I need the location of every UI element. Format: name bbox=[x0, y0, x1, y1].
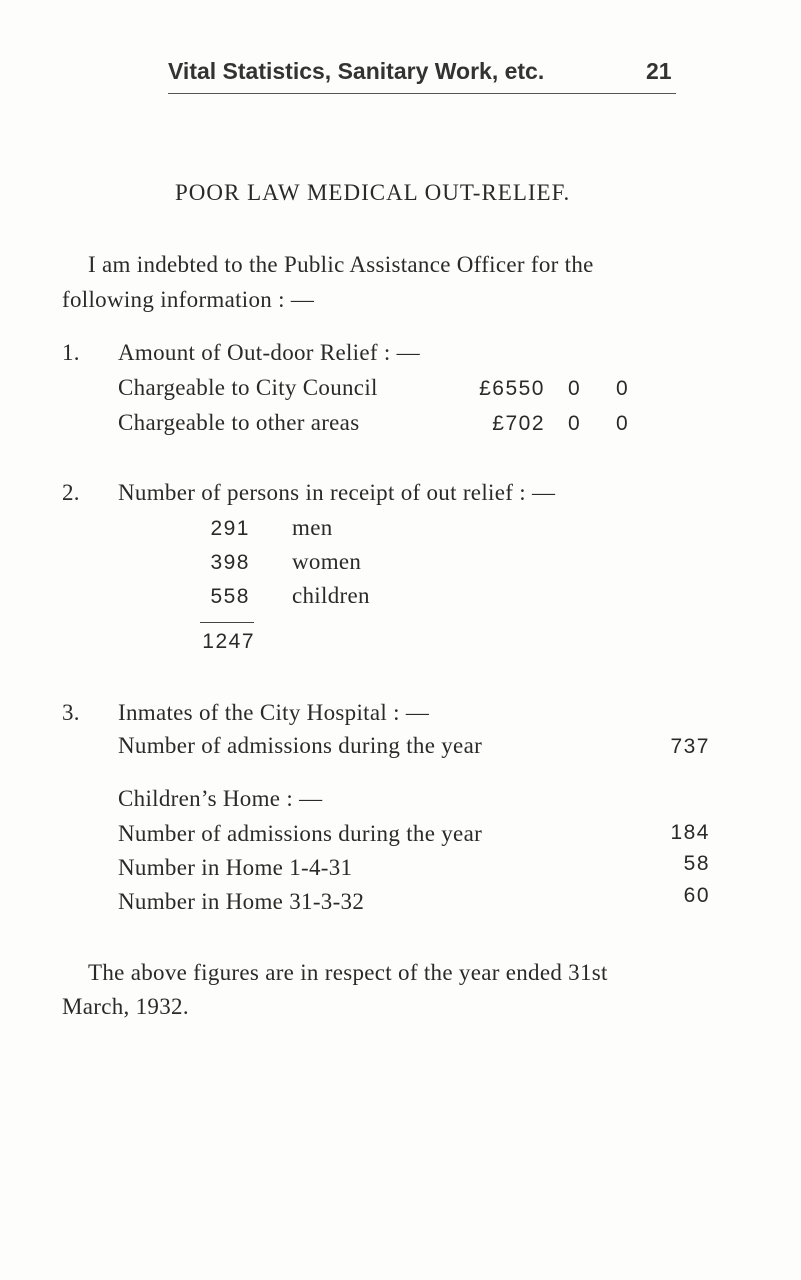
section-2-heading: Number of persons in receipt of out relief : — bbox=[118, 480, 556, 505]
section-2-number: 2. bbox=[62, 480, 80, 505]
footnote-line-2: March, 1932. bbox=[62, 994, 189, 1019]
persons-count: 398 bbox=[210, 551, 250, 574]
section-1-number: 1. bbox=[62, 340, 80, 365]
home-row-value: 184 bbox=[670, 821, 710, 844]
relief-row-pence: 0 bbox=[616, 377, 630, 400]
intro-line-1: I am indebted to the Public Assistance Officer for the bbox=[88, 252, 594, 277]
page-number: 21 bbox=[646, 58, 672, 84]
relief-row-pounds: £6550 bbox=[479, 377, 545, 400]
home-row-label: Number in Home 31-3-32 bbox=[118, 889, 365, 914]
persons-total: 1247 bbox=[202, 630, 255, 653]
persons-count: 558 bbox=[210, 585, 250, 608]
section-1-heading: Amount of Out-door Relief : — bbox=[118, 340, 420, 365]
home-row-value: 60 bbox=[683, 884, 710, 907]
section-3-heading: Inmates of the City Hospital : — bbox=[118, 700, 430, 725]
persons-label: women bbox=[292, 549, 362, 574]
total-rule bbox=[200, 622, 254, 623]
intro-line-2: following information : — bbox=[62, 287, 315, 312]
relief-row-label: Chargeable to other areas bbox=[118, 410, 360, 435]
home-row-label: Number in Home 1-4-31 bbox=[118, 855, 353, 880]
childrens-home-heading: Children’s Home : — bbox=[118, 786, 323, 811]
relief-row-label: Chargeable to City Council bbox=[118, 375, 378, 400]
relief-row-pounds: £702 bbox=[492, 412, 545, 435]
hospital-admissions-value: 737 bbox=[670, 735, 710, 758]
persons-label: children bbox=[292, 583, 370, 608]
footnote-line-1: The above figures are in respect of the year ended 31st bbox=[88, 960, 608, 985]
running-title: Vital Statistics, Sanitary Work, etc. bbox=[168, 58, 545, 84]
relief-row-shillings: 0 bbox=[568, 377, 582, 400]
section-3-number: 3. bbox=[62, 700, 80, 725]
header-rule bbox=[168, 93, 676, 94]
relief-row-shillings: 0 bbox=[568, 412, 582, 435]
home-row-label: Number of admissions during the year bbox=[118, 821, 483, 846]
page-title: POOR LAW MEDICAL OUT-RELIEF. bbox=[175, 180, 571, 205]
relief-row-pence: 0 bbox=[616, 412, 630, 435]
hospital-admissions-label: Number of admissions during the year bbox=[118, 733, 483, 758]
home-row-value: 58 bbox=[683, 852, 710, 875]
persons-label: men bbox=[292, 515, 333, 540]
persons-count: 291 bbox=[210, 517, 250, 540]
